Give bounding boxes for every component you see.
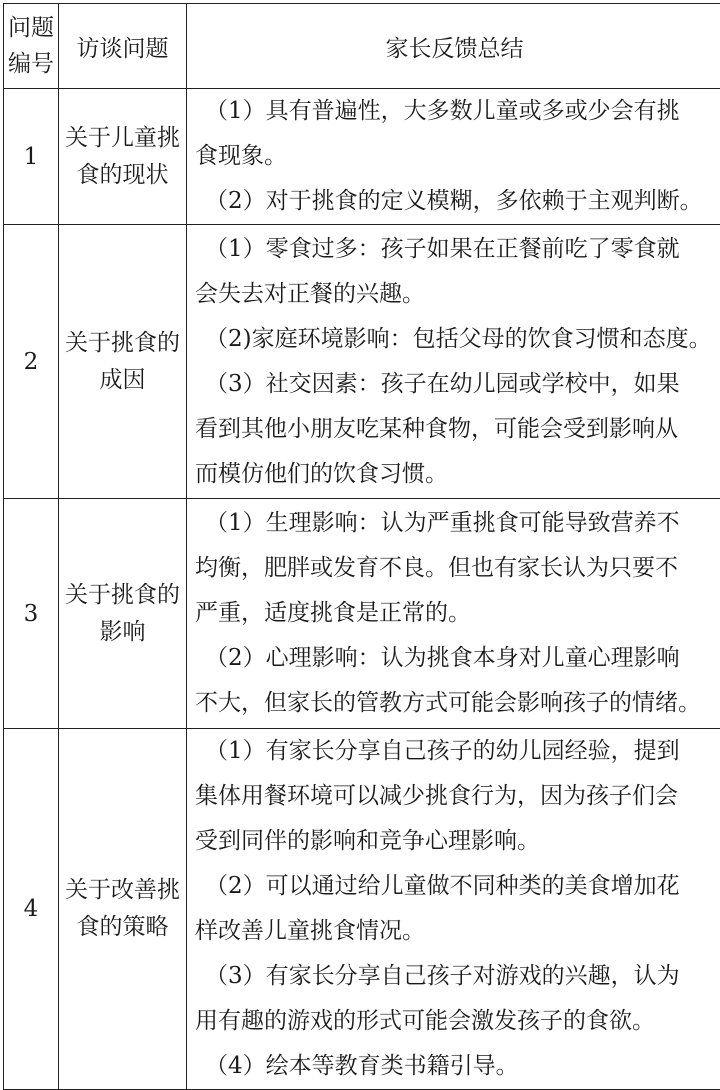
table-row: [4, 225, 720, 499]
header-no-line2: 编号: [4, 46, 58, 82]
feedback-line: （3）有家长分享自己孩子对游戏的兴趣，认为: [187, 954, 720, 999]
feedback-line: （4）绘本等教育类书籍引导。: [187, 1044, 720, 1089]
feedback-line: 看到其他小朋友吃某种食物，可能会受到影响从: [187, 407, 720, 452]
question-line: 关于挑食的: [59, 577, 186, 614]
question-line: 关于改善挑: [59, 872, 186, 909]
table-header-row: [4, 4, 720, 89]
feedback-line: （3）社交因素：孩子在幼儿园或学校中，如果: [187, 362, 720, 407]
header-no-line1: 问题: [4, 10, 58, 46]
header-question-number: [4, 4, 59, 89]
feedback-line: 用有趣的游戏的形式可能会激发孩子的食欲。: [187, 999, 720, 1044]
row-question: [59, 225, 187, 499]
row-number: 4: [4, 729, 59, 1090]
feedback-line: （1）有家长分享自己孩子的幼儿园经验，提到: [187, 729, 720, 774]
feedback-line: 不大，但家长的管教方式可能会影响孩子的情绪。: [187, 681, 720, 726]
header-interview-question: 访谈问题: [59, 4, 187, 89]
feedback-line: 受到同伴的影响和竞争心理影响。: [187, 819, 720, 864]
interview-summary-table: [3, 3, 720, 1090]
row-feedback: [187, 729, 720, 1090]
question-line: 食的现状: [59, 157, 186, 194]
row-question: [59, 729, 187, 1090]
row-question: [59, 89, 187, 225]
feedback-line: （1）零食过多：孩子如果在正餐前吃了零食就: [187, 227, 720, 272]
feedback-line: 食现象。: [187, 134, 720, 179]
row-feedback: [187, 225, 720, 499]
feedback-line: （2）心理影响：认为挑食本身对儿童心理影响: [187, 636, 720, 681]
feedback-line: 严重，适度挑食是正常的。: [187, 591, 720, 636]
header-parent-feedback: 家长反馈总结: [187, 4, 720, 89]
question-line: 关于儿童挑: [59, 120, 186, 157]
question-line: 成因: [59, 362, 186, 399]
feedback-line: 集体用餐环境可以减少挑食行为，因为孩子们会: [187, 774, 720, 819]
feedback-line: （1）生理影响：认为严重挑食可能导致营养不: [187, 501, 720, 546]
question-line: 关于挑食的: [59, 325, 186, 362]
feedback-line: （2)家庭环境影响：包括父母的饮食习惯和态度。: [187, 317, 720, 362]
table-row: [4, 89, 720, 225]
table-row: [4, 499, 720, 729]
row-number: 2: [4, 225, 59, 499]
row-number: 1: [4, 89, 59, 225]
feedback-line: （1）具有普遍性，大多数儿童或多或少会有挑: [187, 89, 720, 134]
feedback-line: 样改善儿童挑食情况。: [187, 909, 720, 954]
feedback-line: 而模仿他们的饮食习惯。: [187, 452, 720, 497]
row-number: 3: [4, 499, 59, 729]
feedback-line: 均衡，肥胖或发育不良。但也有家长认为只要不: [187, 546, 720, 591]
table-row: [4, 729, 720, 1090]
feedback-line: 会失去对正餐的兴趣。: [187, 272, 720, 317]
row-feedback: [187, 89, 720, 225]
feedback-line: （2）可以通过给儿童做不同种类的美食增加花: [187, 864, 720, 909]
question-line: 影响: [59, 614, 186, 651]
row-question: [59, 499, 187, 729]
question-line: 食的策略: [59, 909, 186, 946]
feedback-line: （2）对于挑食的定义模糊，多依赖于主观判断。: [187, 179, 720, 224]
row-feedback: [187, 499, 720, 729]
